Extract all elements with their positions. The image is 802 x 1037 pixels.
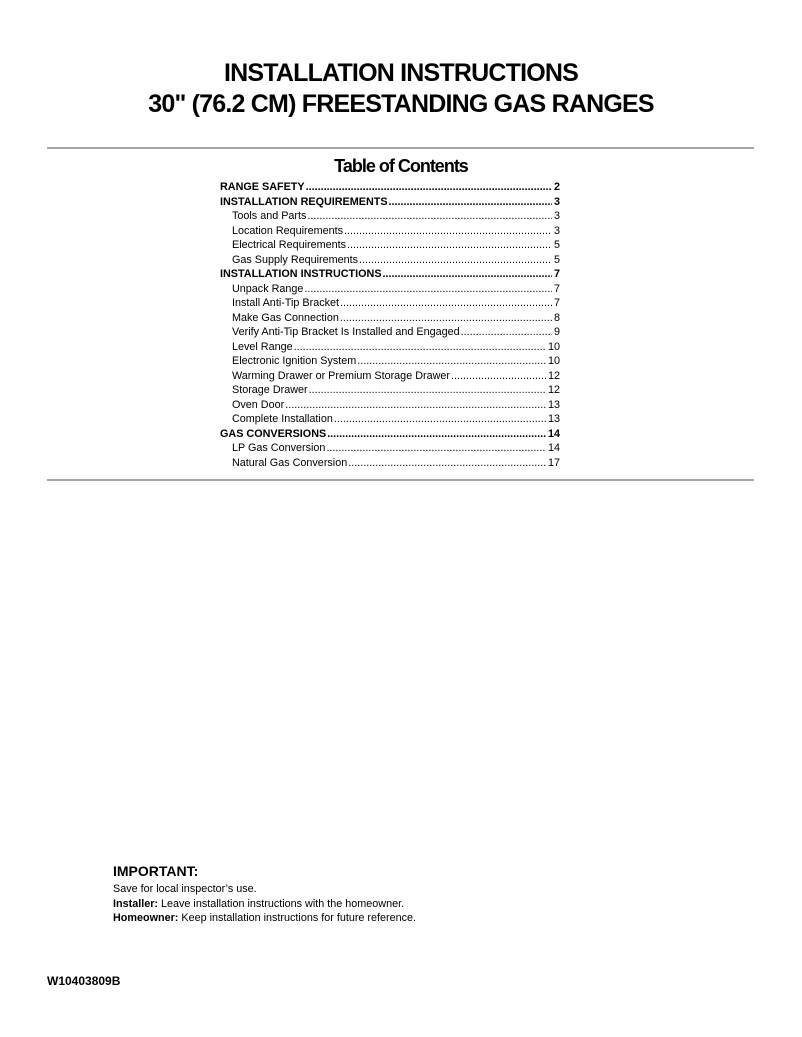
toc-dot-leader <box>326 441 546 456</box>
toc-entry <box>220 340 560 355</box>
toc-entry-page: 17 <box>547 456 560 469</box>
toc-entry-label: Install Anti-Tip Bracket <box>232 297 340 309</box>
toc-entry-page: 12 <box>547 384 560 396</box>
toc-entry <box>220 282 560 297</box>
toc-dot-leader <box>334 412 546 427</box>
toc-dot-leader <box>383 267 552 282</box>
toc-dot-leader <box>309 383 546 398</box>
toc-entry-page: 3 <box>553 195 560 208</box>
inspector-note: Save for local inspector’s use. <box>113 883 257 895</box>
toc-entry-label: RANGE SAFETY <box>220 181 305 193</box>
toc-dot-leader <box>461 325 552 340</box>
top-divider <box>47 147 754 149</box>
toc-entry <box>220 238 560 253</box>
toc-dot-leader <box>359 253 552 268</box>
homeowner-note <box>113 911 613 926</box>
important-notice <box>113 862 613 926</box>
toc-dot-leader <box>306 180 552 195</box>
toc-entry-label: Complete Installation <box>232 413 333 425</box>
installer-note <box>113 897 613 912</box>
toc-heading: Table of Contents <box>334 156 468 176</box>
toc-dot-leader <box>348 456 546 471</box>
toc-entry <box>220 253 560 268</box>
toc-dot-leader <box>294 340 546 355</box>
toc-entry-label: INSTALLATION INSTRUCTIONS <box>220 268 382 280</box>
document-title-line-1: INSTALLATION INSTRUCTIONS <box>223 59 579 87</box>
toc-entry-label: LP Gas Conversion <box>232 442 326 454</box>
toc-entry <box>220 354 560 369</box>
toc-entry <box>220 383 560 398</box>
homeowner-text: Keep installation instructions for future reference. <box>178 912 417 924</box>
toc-entry-label: INSTALLATION REQUIREMENTS <box>220 195 388 208</box>
toc-entry-page: 7 <box>553 297 560 309</box>
toc-dot-leader <box>285 398 546 413</box>
bottom-divider <box>47 479 754 481</box>
toc-entry-page: 9 <box>553 326 560 338</box>
toc-entry <box>220 456 560 471</box>
toc-entry <box>220 209 560 224</box>
toc-entry <box>220 224 560 239</box>
installer-text: Leave installation instructions with the homeowner. <box>158 897 405 910</box>
important-heading: IMPORTANT: <box>113 863 199 879</box>
installer-label: Installer: <box>113 897 159 910</box>
toc-entry-label: Natural Gas Conversion <box>232 456 348 469</box>
toc-entry-label: Tools and Parts <box>232 210 307 222</box>
toc-entry <box>220 267 560 282</box>
toc-entry-label: Warming Drawer or Premium Storage Drawer <box>232 369 450 382</box>
toc-entry-label: Location Requirements <box>232 224 344 237</box>
toc-entry-page: 12 <box>547 369 560 382</box>
toc-entry-page: 3 <box>553 210 560 222</box>
toc-entry <box>220 441 560 456</box>
toc-entry-label: Oven Door <box>232 398 285 411</box>
toc-entry-label: Verify Anti-Tip Bracket Is Installed and Engaged <box>232 326 460 338</box>
toc-dot-leader <box>389 195 552 210</box>
homeowner-label: Homeowner: <box>113 912 179 924</box>
toc-entry <box>220 369 560 384</box>
toc-dot-leader <box>344 224 552 239</box>
toc-entry-page: 2 <box>553 181 560 193</box>
toc-entry <box>220 311 560 326</box>
toc-entry-label: Gas Supply Requirements <box>232 253 359 266</box>
toc-entry-page: 5 <box>553 253 560 266</box>
toc-dot-leader <box>304 282 552 297</box>
toc-entry-page: 3 <box>553 224 560 237</box>
toc-entry-page: 13 <box>547 398 560 411</box>
document-title-line-2: 30" (76.2 CM) FREESTANDING GAS RANGES <box>148 90 654 118</box>
toc-entry <box>220 180 560 195</box>
table-of-contents <box>220 180 560 470</box>
toc-entry <box>220 195 560 210</box>
toc-dot-leader <box>340 311 552 326</box>
toc-dot-leader <box>307 209 552 224</box>
toc-entry <box>220 412 560 427</box>
toc-entry <box>220 398 560 413</box>
toc-entry-page: 7 <box>553 282 560 295</box>
toc-entry-page: 13 <box>547 413 560 425</box>
toc-entry <box>220 325 560 340</box>
toc-entry-page: 14 <box>547 427 560 440</box>
toc-entry-page: 10 <box>547 355 560 367</box>
toc-entry-label: GAS CONVERSIONS <box>220 427 327 440</box>
toc-dot-leader <box>327 427 546 442</box>
toc-entry-page: 7 <box>553 268 560 280</box>
toc-entry-page: 10 <box>547 340 560 353</box>
part-number: W10403809B <box>47 974 121 988</box>
toc-entry-label: Electrical Requirements <box>232 239 347 251</box>
toc-entry <box>220 427 560 442</box>
toc-entry-page: 8 <box>553 311 560 324</box>
toc-dot-leader <box>451 369 546 384</box>
toc-entry-page: 5 <box>553 239 560 251</box>
toc-entry-label: Unpack Range <box>232 282 304 295</box>
toc-entry <box>220 296 560 311</box>
toc-entry-label: Level Range <box>232 340 293 353</box>
toc-entry-label: Make Gas Connection <box>232 311 339 324</box>
toc-entry-label: Storage Drawer <box>232 384 308 396</box>
toc-dot-leader <box>357 354 546 369</box>
toc-dot-leader <box>340 296 552 311</box>
toc-entry-page: 14 <box>547 442 560 454</box>
toc-dot-leader <box>347 238 552 253</box>
toc-entry-label: Electronic Ignition System <box>232 355 357 367</box>
